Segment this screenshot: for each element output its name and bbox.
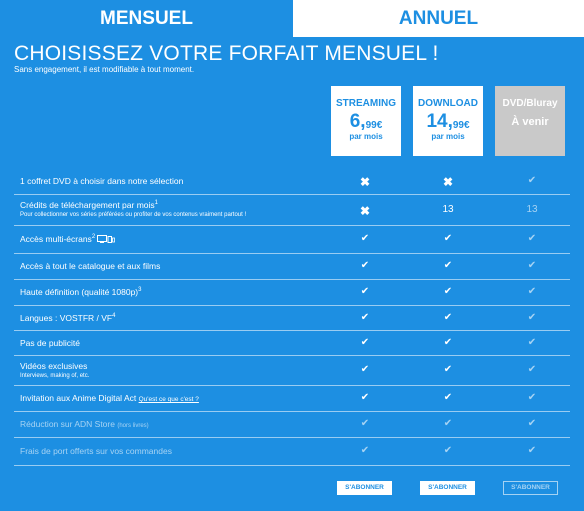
feature-label (20, 176, 183, 186)
page-subtitle: Sans engagement, il est modifiable à tout moment. (14, 65, 195, 74)
credit-count: 13 (442, 204, 454, 215)
footnote-marker: 3 (138, 287, 142, 294)
cross-icon: ✖ (359, 204, 371, 218)
check-icon: ✔ (443, 364, 453, 375)
feature-row (14, 227, 570, 254)
plan-period: par mois (349, 132, 383, 141)
tab-monthly[interactable]: MENSUEL (0, 0, 293, 37)
plan-card-dvd (495, 86, 565, 156)
cross-icon: ✖ (359, 175, 371, 189)
subscribe-streaming-button[interactable]: S'ABONNER (337, 481, 392, 495)
cross-icon: ✖ (442, 175, 454, 189)
tab-yearly[interactable]: ANNUEL (293, 0, 584, 37)
check-icon: ✔ (360, 364, 370, 375)
plan-name: DVD/Bluray (502, 98, 558, 109)
check-icon: ✔ (443, 312, 453, 323)
check-icon: ✔ (527, 337, 537, 348)
feature-label (20, 313, 115, 323)
check-icon: ✔ (360, 233, 370, 244)
plan-price (331, 112, 401, 132)
footnote-marker: 1 (154, 200, 158, 207)
page-title: CHOISISSEZ VOTRE FORFAIT MENSUEL ! (14, 42, 439, 65)
check-icon: ✔ (360, 392, 370, 403)
feature-label-text: Invitation aux Anime Digital Act (20, 393, 137, 403)
check-icon: ✔ (360, 445, 370, 456)
feature-label (20, 200, 246, 218)
check-icon: ✔ (443, 286, 453, 297)
check-icon: ✔ (527, 445, 537, 456)
feature-row (14, 387, 570, 412)
footnote-marker: 2 (91, 234, 96, 241)
check-icon: ✔ (527, 286, 537, 297)
feature-label-text: Vidéos exclusives (20, 361, 88, 371)
plan-price-main: 14, (426, 111, 453, 132)
feature-label-text: Accès multi-écrans (20, 234, 92, 244)
help-link[interactable]: Qu'est ce que c'est ? (138, 396, 199, 403)
feature-row (14, 255, 570, 280)
footnote-marker: 4 (112, 313, 116, 320)
check-icon: ✔ (443, 392, 453, 403)
subscribe-dvd-button: S'ABONNER (503, 481, 558, 495)
check-icon: ✔ (443, 233, 453, 244)
feature-label-text: Haute définition (qualité 1080p) (20, 287, 139, 297)
check-icon: ✔ (527, 175, 537, 186)
feature-row (14, 332, 570, 356)
feature-label (20, 446, 172, 456)
feature-row (14, 357, 570, 386)
feature-label-text: 1 coffret DVD à choisir dans notre sélection (20, 176, 184, 186)
feature-label (20, 393, 199, 403)
plan-period-tabs (0, 0, 584, 37)
feature-label (20, 287, 141, 297)
multi-screen-icon (97, 235, 115, 244)
check-icon: ✔ (360, 418, 370, 429)
feature-row (14, 281, 570, 306)
check-icon: ✔ (360, 337, 370, 348)
check-icon: ✔ (360, 260, 370, 271)
feature-label (20, 234, 115, 244)
check-icon: ✔ (527, 260, 537, 271)
feature-row (14, 439, 570, 466)
feature-label (20, 338, 80, 348)
feature-row (14, 169, 570, 195)
feature-description: Pour collectionner vos séries préférées ou profiter de vos contenus vraiment partout ! (20, 212, 247, 218)
plan-status: À venir (511, 116, 549, 128)
check-icon: ✔ (443, 260, 453, 271)
feature-label-text: Langues : VOSTFR / VF (20, 313, 113, 323)
plan-price-cents: 99€ (452, 120, 470, 131)
feature-row (14, 196, 570, 226)
feature-label-text: Réduction sur ADN Store (20, 419, 115, 429)
feature-note: (hors livres) (117, 423, 149, 429)
feature-row (14, 307, 570, 331)
feature-label (20, 419, 149, 429)
check-icon: ✔ (527, 364, 537, 375)
plan-period: par mois (431, 132, 465, 141)
feature-label-text: Crédits de téléchargement par mois (20, 200, 155, 210)
plan-name: STREAMING (336, 98, 396, 109)
feature-description: Interviews, making of, etc. (20, 373, 90, 379)
plan-card-download (413, 86, 483, 156)
plan-card-streaming (331, 86, 401, 156)
check-icon: ✔ (527, 392, 537, 403)
feature-label-text: Accès à tout le catalogue et aux films (20, 261, 161, 271)
subscribe-download-button[interactable]: S'ABONNER (420, 481, 475, 495)
check-icon: ✔ (360, 286, 370, 297)
feature-label (20, 361, 89, 379)
plan-price-main: 6, (349, 111, 366, 132)
check-icon: ✔ (443, 445, 453, 456)
feature-label-text: Frais de port offerts sur vos commandes (20, 446, 172, 456)
check-icon: ✔ (527, 233, 537, 244)
credit-count: 13 (526, 204, 538, 215)
feature-label-text: Pas de publicité (20, 338, 81, 348)
check-icon: ✔ (527, 312, 537, 323)
plan-price (413, 112, 483, 132)
check-icon: ✔ (527, 418, 537, 429)
plan-name: DOWNLOAD (418, 98, 478, 109)
feature-label (20, 261, 160, 271)
check-icon: ✔ (443, 418, 453, 429)
check-icon: ✔ (360, 312, 370, 323)
feature-row (14, 413, 570, 438)
check-icon: ✔ (443, 337, 453, 348)
plan-price-cents: 99€ (365, 120, 383, 131)
